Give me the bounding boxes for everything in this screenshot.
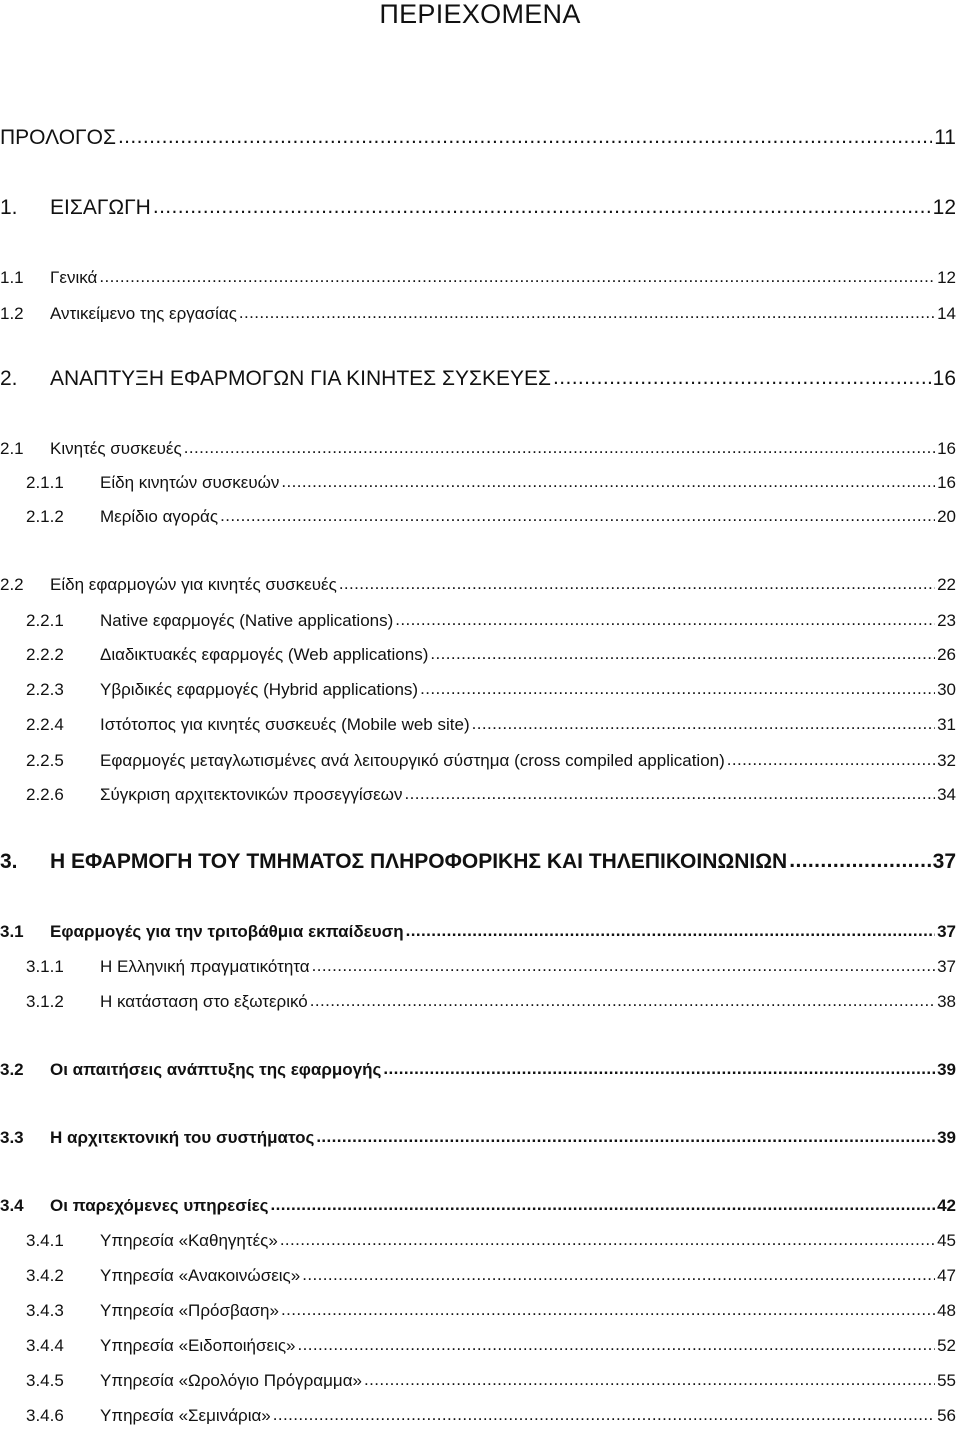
toc-dot-leader: [316, 1127, 935, 1147]
toc-dot-leader: [281, 472, 935, 492]
toc-entry-label: Native εφαρμογές (Native applications): [100, 611, 394, 630]
toc-dot-leader: [271, 1195, 936, 1215]
toc-entry-label: Υπηρεσία «Ειδοποιήσεις»: [100, 1336, 296, 1355]
toc-entry[interactable]: [0, 361, 956, 391]
toc-entry-label: Εφαρμογές μεταγλωτισμένες ανά λειτουργικό σύστημα (cross compiled application): [100, 751, 725, 770]
toc-entry-label: Ιστότοπος για κινητές συσκευές (Mobile web site): [100, 715, 470, 734]
toc-entry-number: 2.2.2: [26, 645, 64, 664]
toc-entry-number: 3.1.2: [26, 992, 64, 1011]
toc-entry-page-number: 34: [937, 785, 956, 804]
toc-entry-label: Μερίδιο αγοράς: [100, 507, 219, 526]
toc-entry-number: 3.4.4: [26, 1336, 64, 1355]
toc-entry[interactable]: [0, 674, 956, 700]
toc-entry-number: 2.1.1: [26, 473, 64, 492]
toc-entry-page-number: 23: [937, 611, 956, 630]
toc-entry[interactable]: [0, 709, 956, 735]
page-title: ΠΕΡΙΕΧΟΜΕΝΑ: [379, 0, 581, 29]
toc-entry-page-number: 45: [937, 1231, 956, 1250]
toc-entry-label: Είδη εφαρμογών για κινητές συσκευές: [50, 575, 337, 594]
toc-entry[interactable]: [0, 1330, 956, 1356]
toc-entry[interactable]: [0, 916, 956, 942]
toc-entry[interactable]: [0, 467, 956, 493]
toc-entry-label: Γενικά: [50, 268, 98, 287]
toc-entry-label: Η αρχιτεκτονική του συστήματος: [50, 1128, 315, 1147]
toc-entry-page-number: 12: [932, 196, 956, 219]
toc-entry-label: Υπηρεσία «Σεμινάρια»: [100, 1406, 271, 1425]
toc-entry[interactable]: [0, 298, 956, 324]
toc-dot-leader: [298, 1335, 936, 1355]
toc-entry-number: 3.4.6: [26, 1406, 64, 1425]
toc-entry-page-number: 39: [937, 1128, 956, 1147]
toc-entry[interactable]: [0, 1295, 956, 1321]
toc-entry-label: Εφαρμογές για την τριτοβάθμια εκπαίδευση: [50, 922, 404, 941]
toc-entry-number: 3.1.1: [26, 957, 64, 976]
toc-dot-leader: [99, 267, 935, 287]
toc-dot-leader: [273, 1405, 935, 1425]
toc-entry-page-number: 37: [937, 922, 956, 941]
toc-entry-label: Η ΕΦΑΡΜΟΓΗ ΤΟΥ ΤΜΗΜΑΤΟΣ ΠΛΗΡΟΦΟΡΙΚΗΣ ΚΑΙ ΤΗΛΕΠΙΚΟΙΝΩΝΙΩΝ: [50, 850, 788, 873]
toc-entry-page-number: 11: [934, 126, 956, 149]
toc-entry-number: 3.1: [0, 922, 24, 941]
toc-entry-page-number: 56: [937, 1406, 956, 1425]
toc-entry-number: 2.: [0, 367, 18, 390]
toc-entry-number: 2.1.2: [26, 507, 64, 526]
toc-entry-number: 2.1: [0, 439, 24, 458]
toc-entry-number: 3.4: [0, 1196, 24, 1215]
toc-entry-page-number: 14: [937, 304, 956, 323]
toc-entry-label: Υβριδικές εφαρμογές (Hybrid applications): [100, 680, 419, 699]
toc-entry-page-number: 55: [937, 1371, 956, 1390]
toc-entry-page-number: 42: [937, 1196, 956, 1215]
toc-dot-leader: [404, 784, 935, 804]
toc-entry-number: 3.4.2: [26, 1266, 64, 1285]
toc-entry-page-number: 16: [937, 439, 956, 458]
toc-dot-leader: [118, 125, 932, 149]
toc-entry-label: Υπηρεσία «Ωρολόγιο Πρόγραμμα»: [100, 1371, 362, 1390]
toc-dot-leader: [280, 1230, 935, 1250]
toc-entry-label: Κινητές συσκευές: [50, 439, 182, 458]
toc-entry[interactable]: [0, 1260, 956, 1286]
toc-entry[interactable]: [0, 605, 956, 631]
toc-entry-label: ΑΝΑΠΤΥΞΗ ΕΦΑΡΜΟΓΩΝ ΓΙΑ ΚΙΝΗΤΕΣ ΣΥΣΚΕΥΕΣ: [50, 367, 551, 390]
toc-entry[interactable]: [0, 120, 956, 150]
toc-entry[interactable]: [0, 1400, 956, 1426]
toc-entry-page-number: 20: [937, 507, 956, 526]
toc-entry[interactable]: [0, 1365, 956, 1391]
toc-dot-leader: [430, 644, 935, 664]
toc-dot-leader: [281, 1300, 935, 1320]
toc-dot-leader: [339, 574, 935, 594]
toc-entry-page-number: 37: [932, 850, 956, 873]
toc-dot-leader: [420, 679, 935, 699]
toc-entry[interactable]: [0, 1122, 956, 1148]
toc-dot-leader: [184, 438, 935, 458]
toc-entry-page-number: 39: [937, 1060, 956, 1079]
toc-entry-number: 3.4.3: [26, 1301, 64, 1320]
toc-entry-label: Διαδικτυακές εφαρμογές (Web applications): [100, 645, 429, 664]
toc-dot-leader: [789, 849, 930, 873]
toc-entry[interactable]: [0, 639, 956, 665]
toc-entry-label: Είδη κινητών συσκευών: [100, 473, 280, 492]
toc-entry-label: Υπηρεσία «Καθηγητές»: [100, 1231, 278, 1250]
toc-entry-number: 3.4.5: [26, 1371, 64, 1390]
toc-entry-page-number: 52: [937, 1336, 956, 1355]
toc-entry[interactable]: [0, 569, 956, 595]
toc-entry-label: ΕΙΣΑΓΩΓΗ: [50, 196, 151, 219]
toc-entry-page-number: 37: [937, 957, 956, 976]
toc-entry-number: 2.2.5: [26, 751, 64, 770]
toc-entry[interactable]: [0, 190, 956, 220]
toc-entry[interactable]: [0, 1190, 956, 1216]
toc-entry[interactable]: [0, 1225, 956, 1251]
toc-entry-number: 1.2: [0, 304, 24, 323]
toc-entry-page-number: 26: [937, 645, 956, 664]
toc-dot-leader: [383, 1059, 935, 1079]
toc-entry[interactable]: [0, 951, 956, 977]
toc-entry-number: 3.4.1: [26, 1231, 64, 1250]
toc-entry-page-number: 38: [937, 992, 956, 1011]
toc-entry[interactable]: [0, 262, 956, 288]
toc-entry-number: 2.2.1: [26, 611, 64, 630]
toc-entry-number: ΠΡΟΛΟΓΟΣ: [0, 126, 116, 149]
toc-dot-leader: [364, 1370, 935, 1390]
toc-dot-leader: [312, 956, 936, 976]
toc-entry-number: 2.2.4: [26, 715, 64, 734]
toc-entry[interactable]: [0, 433, 956, 459]
toc-entry[interactable]: [0, 501, 956, 527]
toc-entry[interactable]: [0, 1054, 956, 1080]
toc-entry-page-number: 12: [937, 268, 956, 287]
toc-dot-leader: [310, 991, 935, 1011]
toc-entry-page-number: 48: [937, 1301, 956, 1320]
toc-dot-leader: [220, 506, 935, 526]
toc-entry-page-number: 30: [937, 680, 956, 699]
toc-entry-page-number: 47: [937, 1266, 956, 1285]
toc-entry[interactable]: [0, 844, 956, 874]
toc-entry-label: Η κατάσταση στο εξωτερικό: [100, 992, 308, 1011]
toc-entry-label: Αντικείμενο της εργασίας: [50, 304, 237, 323]
toc-entry-number: 1.1: [0, 268, 24, 287]
toc-dot-leader: [406, 921, 935, 941]
toc-dot-leader: [553, 366, 931, 390]
toc-entry-number: 2.2.3: [26, 680, 64, 699]
toc-entry-number: 2.2: [0, 575, 24, 594]
toc-dot-leader: [239, 303, 935, 323]
toc-entry-page-number: 16: [937, 473, 956, 492]
toc-dot-leader: [395, 610, 935, 630]
toc-entry-label: Υπηρεσία «Πρόσβαση»: [100, 1301, 279, 1320]
toc-entry-page-number: 22: [937, 575, 956, 594]
toc-entry-label: Υπηρεσία «Ανακοινώσεις»: [100, 1266, 301, 1285]
toc-entry-label: Οι παρεχόμενες υπηρεσίες: [50, 1196, 269, 1215]
toc-entry-number: 3.2: [0, 1060, 24, 1079]
toc-entry-number: 3.3: [0, 1128, 24, 1147]
toc-dot-leader: [153, 195, 931, 219]
toc-entry[interactable]: [0, 986, 956, 1012]
toc-entry[interactable]: [0, 779, 956, 805]
toc-entry-number: 3.: [0, 850, 18, 873]
toc-entry-label: Σύγκριση αρχιτεκτονικών προσεγγίσεων: [100, 785, 403, 804]
toc-entry[interactable]: [0, 745, 956, 771]
toc-entry-page-number: 31: [937, 715, 956, 734]
toc-entry-page-number: 16: [932, 367, 956, 390]
toc-entry-label: Η Ελληνική πραγματικότητα: [100, 957, 310, 976]
toc-entry-number: 1.: [0, 196, 18, 219]
toc-dot-leader: [472, 714, 935, 734]
toc-dot-leader: [302, 1265, 935, 1285]
toc-entry-page-number: 32: [937, 751, 956, 770]
toc-dot-leader: [727, 750, 935, 770]
toc-entry-number: 2.2.6: [26, 785, 64, 804]
toc-entry-label: Οι απαιτήσεις ανάπτυξης της εφαρμογής: [50, 1060, 382, 1079]
